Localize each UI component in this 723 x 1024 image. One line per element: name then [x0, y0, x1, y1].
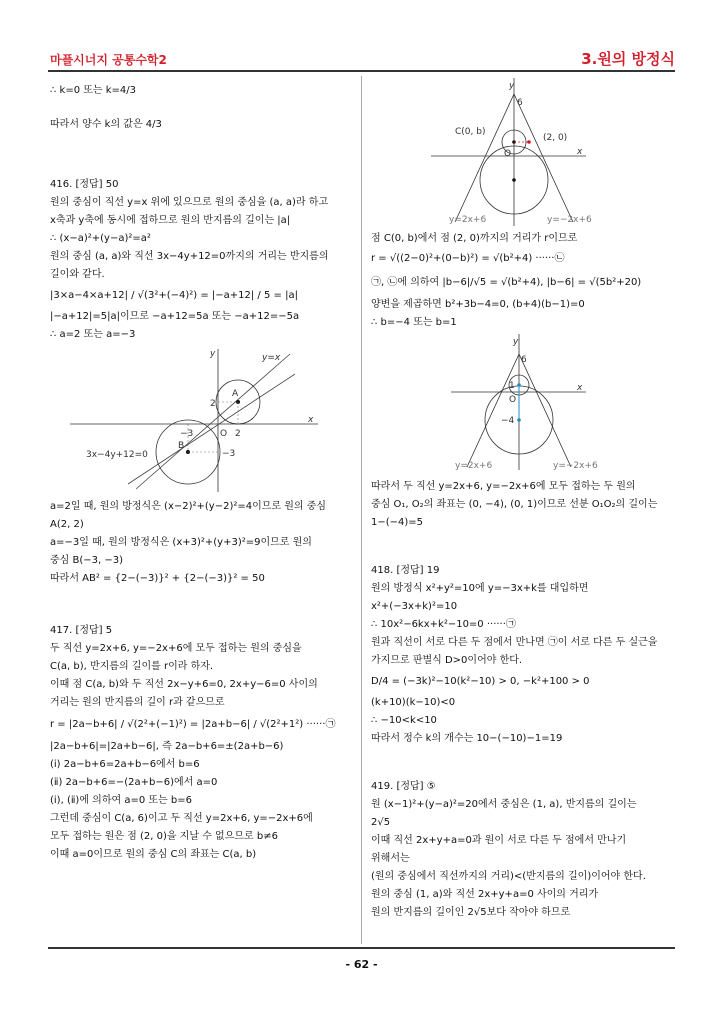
- fig2-tick-1: 1: [509, 381, 515, 391]
- text-line: 따라서 정수 k의 개수는 10−(−10)−1=19: [371, 733, 563, 744]
- fig416-x-axis-label: x: [308, 415, 314, 425]
- text-line: 원과 직선이 서로 다른 두 점에서 만나면 ㉠이 서로 다른 두 실근을: [371, 637, 658, 648]
- fig416-tick-m3x: −3: [180, 429, 194, 439]
- formula-line: D/4 = (−3k)²−10(k²−10) > 0, −k²+100 > 0: [371, 676, 590, 687]
- text-line: 따라서 AB² = {2−(−3)}² + {2−(−3)}² = 50: [50, 573, 265, 584]
- problem-416-title: 416. [정답] 50: [50, 179, 119, 190]
- text-line: 이때 a=0이므로 원의 중심 C의 좌표는 C(a, b): [50, 849, 257, 860]
- text-line: 점 C(0, b)에서 점 (2, 0)까지의 거리가 r이므로: [371, 233, 578, 244]
- fig2-tick-m4: −4: [501, 416, 515, 426]
- text-line: (ⅱ) 2a−b+6=−(2a+b−6)에서 a=0: [50, 777, 218, 788]
- text-line: 이때 직선 2x+y+a=0과 원이 서로 다른 두 점에서 만나기: [371, 835, 627, 846]
- formula-line: r = √((2−0)²+(0−b)²) = √(b²+4) ······㉡: [371, 253, 565, 264]
- text-line: |−a+12|=5|a|이므로 −a+12=5a 또는 −a+12=−5a: [50, 311, 300, 322]
- fig1-point-20: (2, 0): [543, 133, 568, 143]
- footer-rule: [48, 947, 675, 949]
- text-line: x²+(−3x+k)²=10: [371, 601, 458, 612]
- problem-417-title: 417. [정답] 5: [50, 625, 113, 636]
- text-line: (원의 중심에서 직선까지의 거리)<(반지름의 길이)이어야 한다.: [371, 871, 646, 882]
- header-book-title: 마플시너지 공통수학2: [50, 53, 167, 67]
- fig416-line-yx-label: y=x: [262, 353, 281, 363]
- text-line: a=2일 때, 원의 방정식은 (x−2)²+(y−2)²=4이므로 원의 중심: [50, 501, 327, 512]
- text-line: x축과 y축에 동시에 접하므로 원의 반지름의 길이는 |a|: [50, 215, 291, 226]
- fig1-y-axis-label: y: [509, 81, 515, 91]
- formula-line: r = |2a−b+6| / √(2²+(−1)²) = |2a+b−6| / √(2²+1²) ······㉠: [50, 719, 336, 730]
- fig2-origin: O: [509, 395, 517, 405]
- intro-line: 따라서 양수 k의 값은 4/3: [50, 119, 162, 130]
- figure-416-graph: [50, 344, 330, 494]
- text-line: 중심 O₁, O₂의 좌표는 (0, −4), (0, 1)이므로 선분 O₁O₂의 길이는: [371, 499, 658, 510]
- fig416-tick-m3y: −3: [222, 449, 236, 459]
- text-line: 1−(−4)=5: [371, 517, 424, 528]
- text-line: 그런데 중심이 C(a, 6)이고 두 직선 y=2x+6, y=−2x+6에: [50, 813, 313, 824]
- text-line: ∴ −10<k<10: [371, 715, 437, 726]
- figure-417-graph-2: [371, 332, 671, 472]
- fig2-x-axis-label: x: [577, 383, 583, 393]
- fig416-tick-2y: 2: [210, 399, 216, 409]
- fig2-line-label-2: y=−2x+6: [553, 461, 598, 471]
- text-line: 원의 방정식 x²+y²=10에 y=−3x+k를 대입하면: [371, 583, 589, 594]
- fig1-line-label-2: y=−2x+6: [547, 215, 592, 225]
- text-line: ∴ (x−a)²+(y−a)²=a²: [50, 233, 151, 244]
- text-line: 이때 점 C(a, b)와 두 직선 2x−y+6=0, 2x+y−6=0 사이의: [50, 679, 318, 690]
- fig2-line-label-1: y=2x+6: [455, 461, 493, 471]
- fig416-origin: O: [220, 429, 228, 439]
- text-line: 원 (x−1)²+(y−a)²=20에서 중심은 (1, a), 반지름의 길이는: [371, 799, 637, 810]
- text-line: |2a−b+6|=|2a+b−6|, 즉 2a−b+6=±(2a+b−6): [50, 741, 284, 752]
- fig416-point-b: B: [178, 441, 185, 451]
- text-line: 모두 접하는 원은 점 (2, 0)을 지날 수 없으므로 b≠6: [50, 831, 278, 842]
- fig1-tick-6: 6: [517, 98, 523, 108]
- text-line: 양변을 제곱하면 b²+3b−4=0, (b+4)(b−1)=0: [371, 299, 585, 310]
- problem-419-title: 419. [정답] ⑤: [371, 781, 436, 792]
- fig1-line-label-1: y=2x+6: [449, 215, 487, 225]
- text-line: 길이와 같다.: [50, 269, 105, 280]
- text-line: ∴ 10x²−6kx+k²−10=0 ······㉠: [371, 619, 516, 630]
- text-line: 원의 반지름의 길이인 2√5보다 작아야 하므로: [371, 907, 571, 918]
- header-rule: [48, 70, 675, 72]
- right-column: [371, 76, 675, 922]
- problem-418-title: 418. [정답] 19: [371, 565, 440, 576]
- text-line: (ⅰ) 2a−b+6=2a+b−6에서 b=6: [50, 759, 200, 770]
- fig416-tick-2x: 2: [235, 429, 241, 439]
- text-line: 원의 중심 (a, a)와 직선 3x−4y+12=0까지의 거리는 반지름의: [50, 251, 329, 262]
- column-divider: [361, 76, 362, 944]
- fig1-origin: O: [504, 149, 512, 159]
- fig1-x-axis-label: x: [577, 147, 583, 157]
- text-line: a=−3일 때, 원의 방정식은 (x+3)²+(y+3)²=9이므로 원의: [50, 537, 312, 548]
- text-line: (ⅰ), (ⅱ)에 의하여 a=0 또는 b=6: [50, 795, 192, 806]
- header-chapter-title: 3.원의 방정식: [581, 50, 675, 68]
- text-line: 두 직선 y=2x+6, y=−2x+6에 모두 접하는 원의 중심을: [50, 643, 302, 654]
- text-line: 따라서 두 직선 y=2x+6, y=−2x+6에 모두 접하는 두 원의: [371, 481, 636, 492]
- text-line: 원의 중심 (1, a)와 직선 2x+y+a=0 사이의 거리가: [371, 889, 599, 900]
- text-line: A(2, 2): [50, 519, 84, 530]
- fig416-line-label: 3x−4y+12=0: [86, 450, 148, 460]
- intro-line: ∴ k=0 또는 k=4/3: [50, 85, 137, 96]
- text-line: C(a, b), 반지름의 길이를 r이라 하자.: [50, 661, 214, 672]
- text-line: 가지므로 판별식 D>0이어야 한다.: [371, 655, 523, 666]
- text-line: 중심 B(−3, −3): [50, 555, 124, 566]
- figure-417-graph-1: [371, 76, 671, 228]
- fig416-y-axis-label: y: [210, 349, 216, 359]
- text-line: 원의 중심이 직선 y=x 위에 있으므로 원의 중심을 (a, a)라 하고: [50, 197, 329, 208]
- fig2-y-axis-label: y: [513, 337, 519, 347]
- text-line: (k+10)(k−10)<0: [371, 697, 456, 708]
- text-line: 2√5: [371, 817, 391, 828]
- fig416-point-a: A: [232, 389, 239, 399]
- text-line: ∴ b=−4 또는 b=1: [371, 317, 457, 328]
- formula-line: ㉠, ㉡에 의하여 |b−6|/√5 = √(b²+4), |b−6| = √(5b²+20): [371, 277, 642, 288]
- text-line: ∴ a=2 또는 a=−3: [50, 329, 136, 340]
- formula-line: |3×a−4×a+12| / √(3²+(−4)²) = |−a+12| / 5 = |a|: [50, 290, 298, 301]
- fig1-point-c: C(0, b): [455, 127, 486, 137]
- fig2-tick-6: 6: [521, 355, 527, 365]
- page-number: - 62 -: [345, 958, 378, 971]
- left-column: [50, 78, 355, 864]
- text-line: 위해서는: [371, 853, 410, 864]
- text-line: 거리는 원의 반지름의 길이 r과 같으므로: [50, 697, 225, 708]
